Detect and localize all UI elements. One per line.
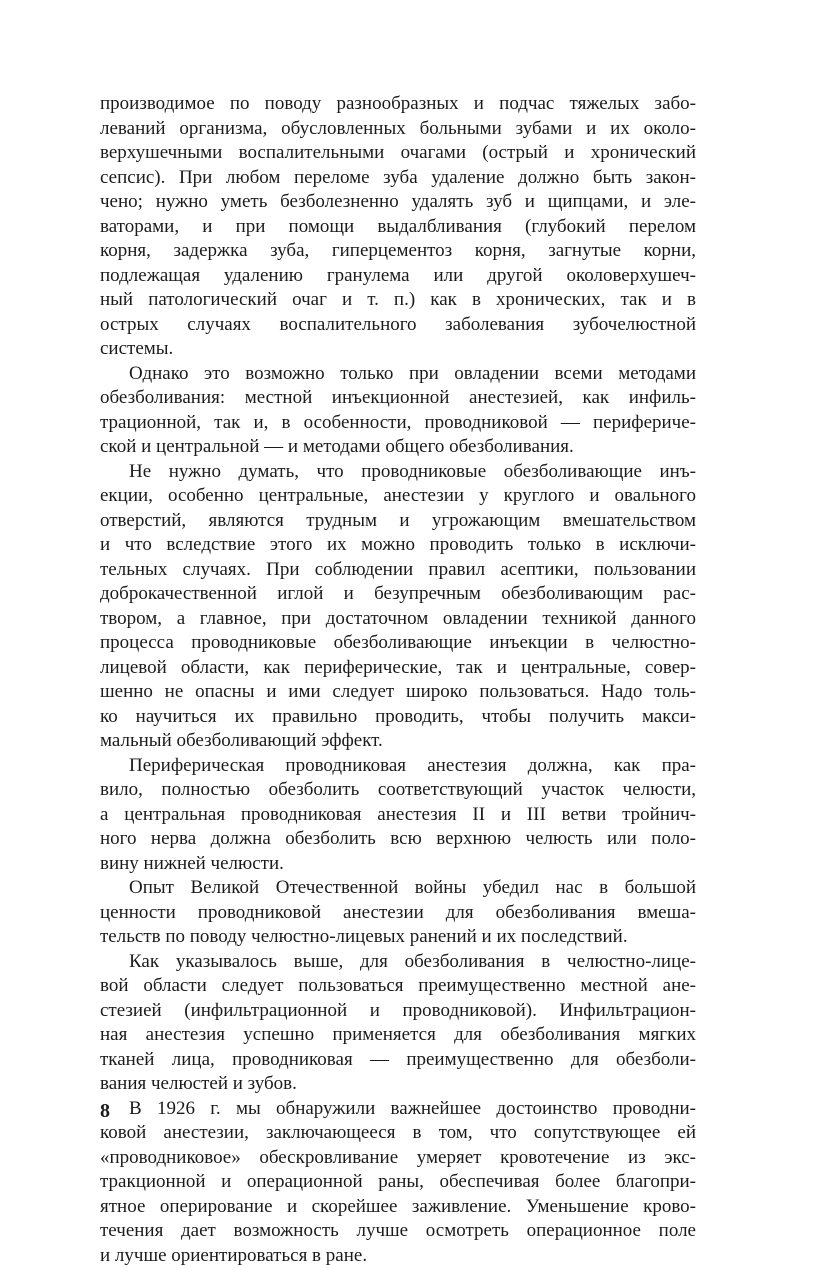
text-line: вило, полностью обезболить соответствующий участок челюсти, bbox=[100, 778, 696, 803]
text-line: течения дает возможность лучше осмотреть операционное поле bbox=[100, 1219, 696, 1244]
text-line: чено; нужно уметь безболезненно удалять зуб и щипцами, и эле- bbox=[100, 190, 696, 215]
text-line: тканей лица, проводниковая — преимущественно для обезболи- bbox=[100, 1048, 696, 1073]
text-line: ко научиться их правильно проводить, чтобы получить макси- bbox=[100, 705, 696, 730]
text-line: корня, задержка зуба, гиперцементоз корня, загнутые корни, bbox=[100, 239, 696, 264]
text-line: вину нижней челюсти. bbox=[100, 852, 696, 877]
text-line: «проводниковое» обескровливание умеряет кровотечение из экс- bbox=[100, 1146, 696, 1171]
text-line: тельных случаях. При соблюдении правил асептики, пользовании bbox=[100, 558, 696, 583]
text-line: тракционной и операционной раны, обеспечивая более благопри- bbox=[100, 1170, 696, 1195]
text-line: Опыт Великой Отечественной войны убедил нас в большой bbox=[100, 876, 696, 901]
paragraph bbox=[100, 1097, 696, 1268]
paragraph bbox=[100, 876, 696, 950]
text-line: лицевой области, как периферические, так и центральные, совер- bbox=[100, 656, 696, 681]
text-line: леваний организма, обусловленных больными зубами и их около- bbox=[100, 117, 696, 142]
text-line: а центральная проводниковая анестезия II и III ветви тройнич- bbox=[100, 803, 696, 828]
text-line: производимое по поводу разнообразных и подчас тяжелых забо- bbox=[100, 92, 696, 117]
paragraph bbox=[100, 460, 696, 754]
text-line: шенно не опасны и ими следует широко пользоваться. Надо толь- bbox=[100, 680, 696, 705]
text-line: ного нерва должна обезболить всю верхнюю челюсть или поло- bbox=[100, 827, 696, 852]
text-line: ценности проводниковой анестезии для обезболивания вмеша- bbox=[100, 901, 696, 926]
text-line: екции, особенно центральные, анестезии у круглого и овального bbox=[100, 484, 696, 509]
page-body bbox=[100, 92, 696, 1268]
text-line: и что вследствие этого их можно проводить только в исключи- bbox=[100, 533, 696, 558]
text-line: ная анестезия успешно применяется для обезболивания мягких bbox=[100, 1023, 696, 1048]
text-line: Периферическая проводниковая анестезия должна, как пра- bbox=[100, 754, 696, 779]
paragraph bbox=[100, 362, 696, 460]
text-line: процесса проводниковые обезболивающие инъекции в челюстно- bbox=[100, 631, 696, 656]
text-line: верхушечными воспалительными очагами (острый и хронический bbox=[100, 141, 696, 166]
text-line: подлежащая удалению гранулема или другой околоверхушеч- bbox=[100, 264, 696, 289]
text-line: вания челюстей и зубов. bbox=[100, 1072, 696, 1097]
text-line: острых случаях воспалительного заболевания зубочелюстной bbox=[100, 313, 696, 338]
text-line: ваторами, и при помощи выдалбливания (глубокий перелом bbox=[100, 215, 696, 240]
text-line: тельств по поводу челюстно-лицевых ранений и их последствий. bbox=[100, 925, 696, 950]
text-line: твором, а главное, при достаточном овладении техникой данного bbox=[100, 607, 696, 632]
text-line: Не нужно думать, что проводниковые обезболивающие инъ- bbox=[100, 460, 696, 485]
text-line: трационной, так и, в особенности, проводниковой — перифериче- bbox=[100, 411, 696, 436]
text-line: Как указывалось выше, для обезболивания в челюстно-лице- bbox=[100, 950, 696, 975]
page-number: 8 bbox=[100, 1100, 110, 1123]
text-line: ской и центральной — и методами общего обезболивания. bbox=[100, 435, 696, 460]
paragraph bbox=[100, 950, 696, 1097]
text-line: Однако это возможно только при овладении всеми методами bbox=[100, 362, 696, 387]
text-line: отверстий, являются трудным и угрожающим вмешательством bbox=[100, 509, 696, 534]
text-line: стезией (инфильтрационной и проводниковой). Инфильтрацион- bbox=[100, 999, 696, 1024]
text-line: ковой анестезии, заключающееся в том, что сопутствующее ей bbox=[100, 1121, 696, 1146]
text-line: мальный обезболивающий эффект. bbox=[100, 729, 696, 754]
text-line: ный патологический очаг и т. п.) как в хронических, так и в bbox=[100, 288, 696, 313]
text-line: ятное оперирование и скорейшее заживление. Уменьшение крово- bbox=[100, 1195, 696, 1220]
text-line: системы. bbox=[100, 337, 696, 362]
text-line: обезболивания: местной инъекционной анестезией, как инфиль- bbox=[100, 386, 696, 411]
text-line: сепсис). При любом переломе зуба удаление должно быть закон- bbox=[100, 166, 696, 191]
text-line: доброкачественной иглой и безупречным обезболивающим рас- bbox=[100, 582, 696, 607]
paragraph bbox=[100, 754, 696, 877]
text-line: и лучше ориентироваться в ране. bbox=[100, 1244, 696, 1268]
text-line: вой области следует пользоваться преимущественно местной ане- bbox=[100, 974, 696, 999]
paragraph bbox=[100, 92, 696, 362]
text-line: В 1926 г. мы обнаружили важнейшее достоинство проводни- bbox=[100, 1097, 696, 1122]
